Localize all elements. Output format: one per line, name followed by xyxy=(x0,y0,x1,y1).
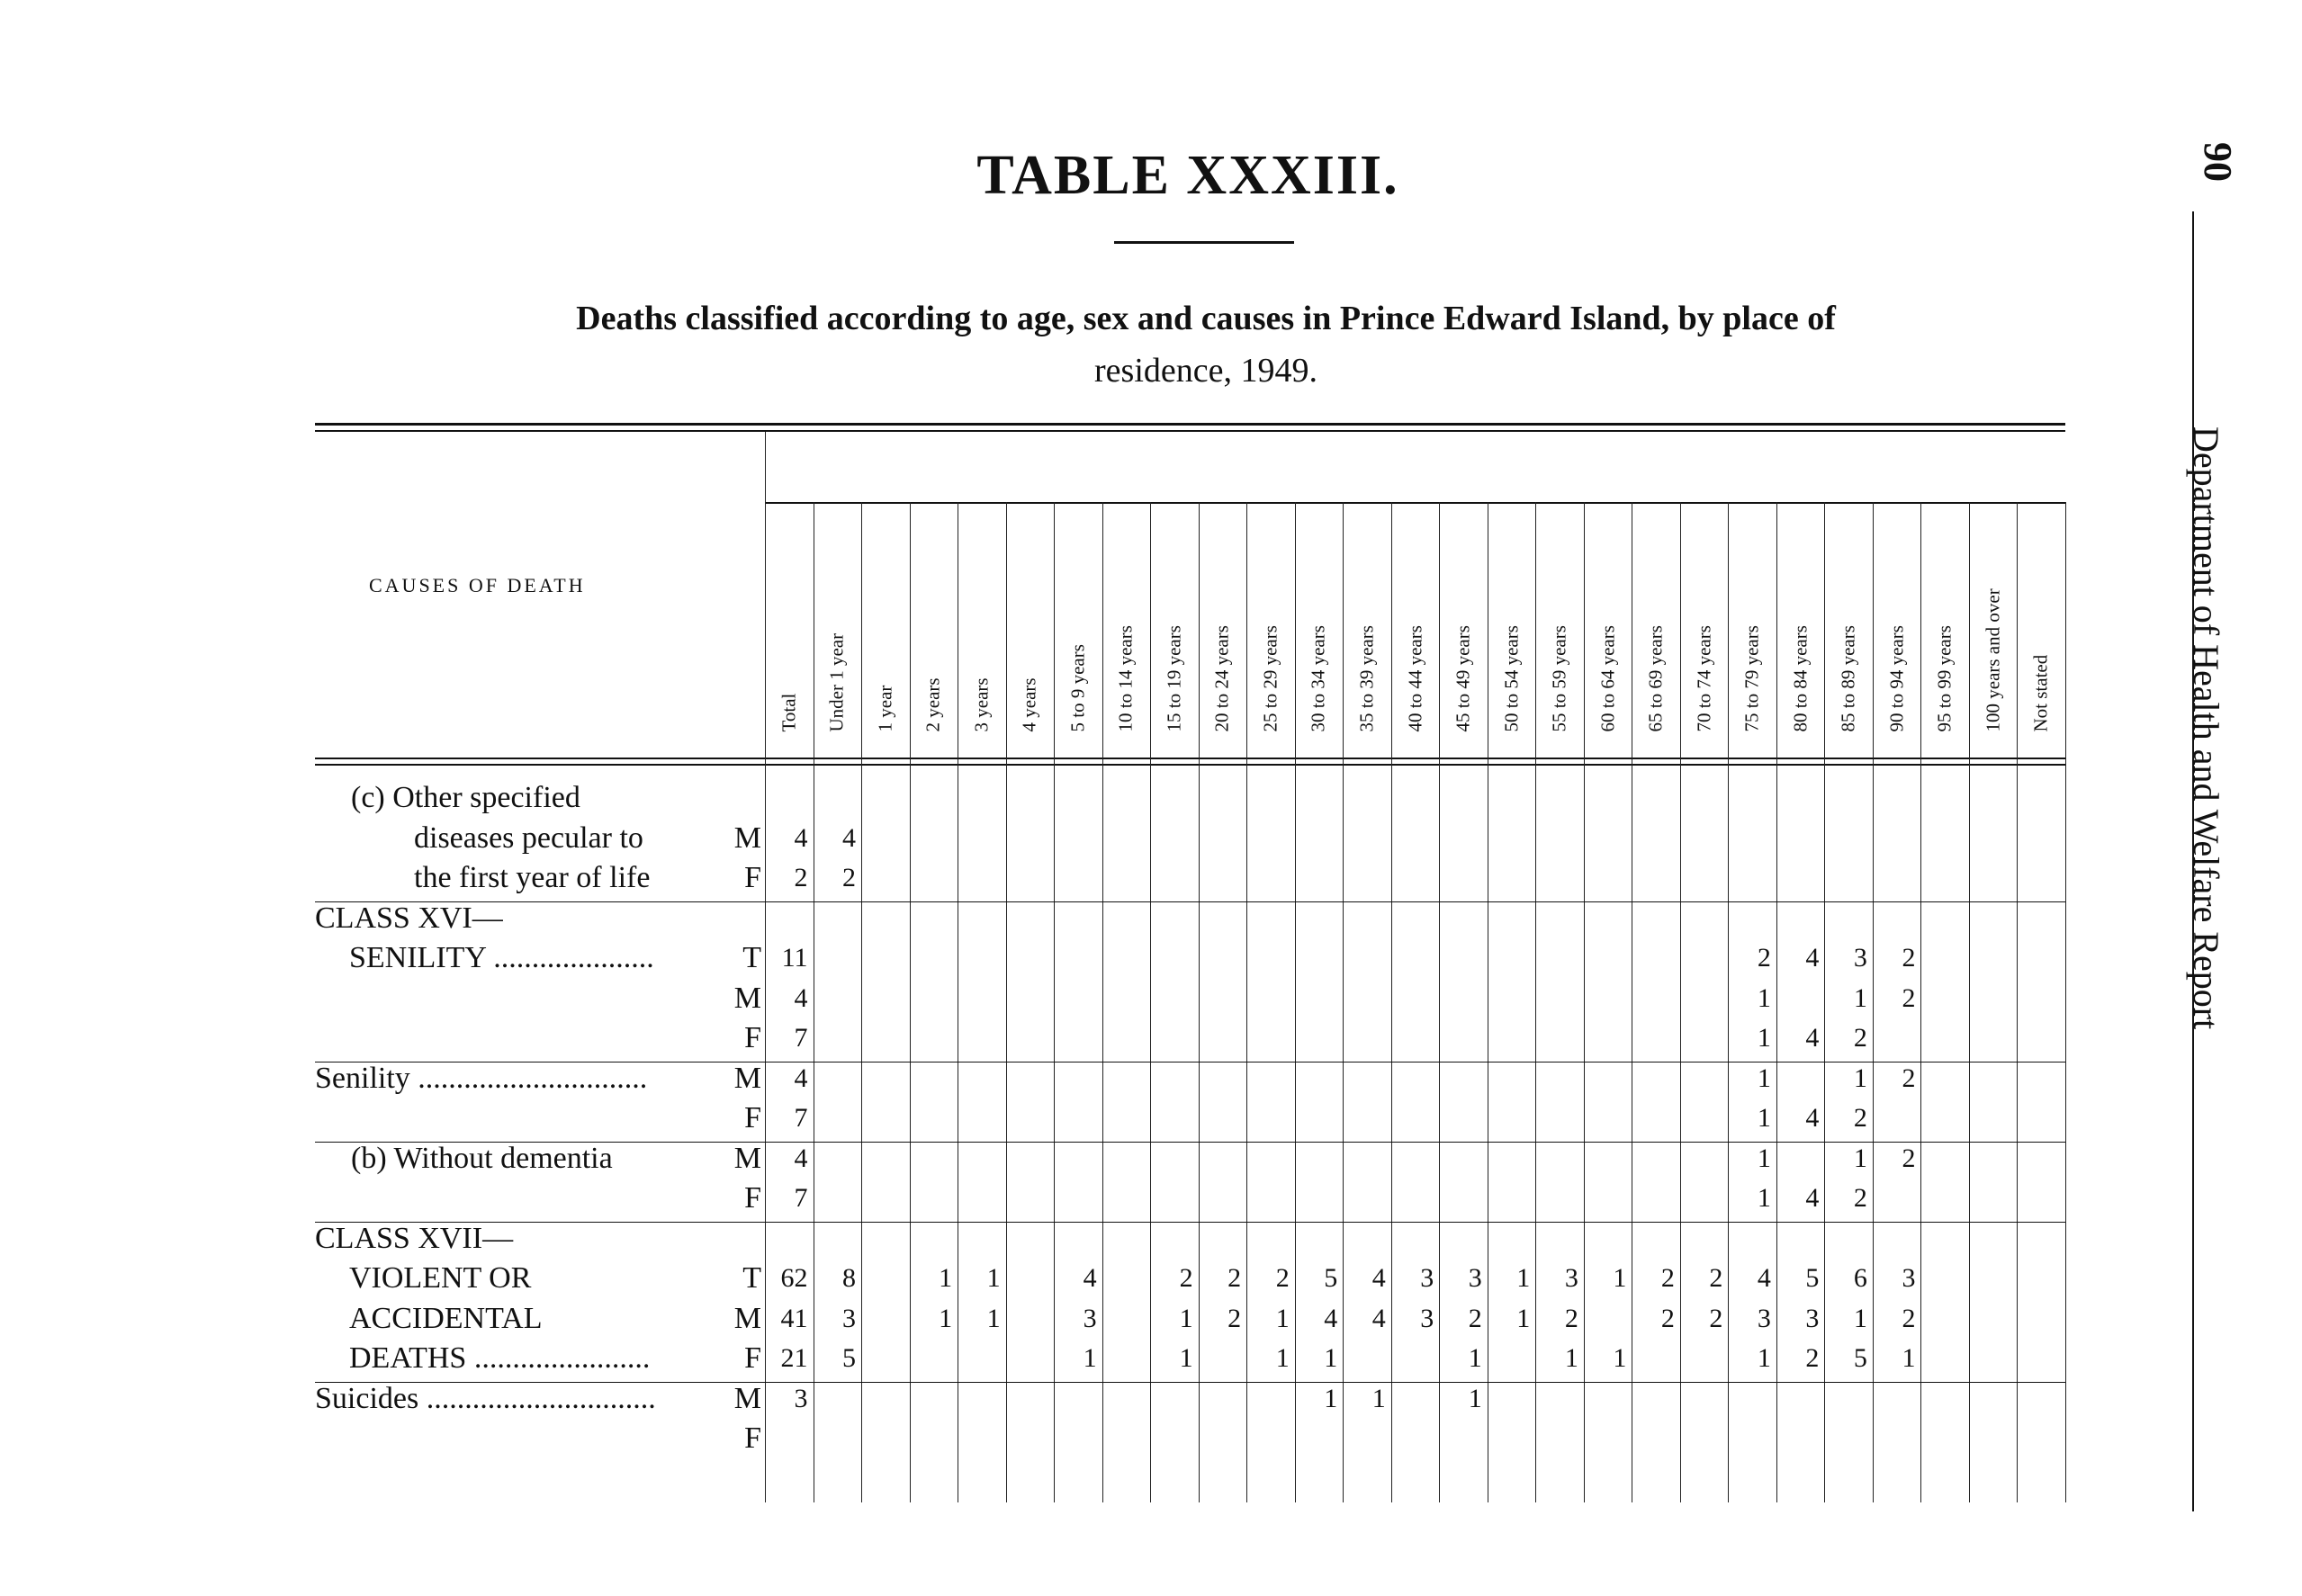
table-cell: 1 xyxy=(1853,1143,1867,1173)
table-cell: 3 xyxy=(1757,1303,1771,1333)
column-header xyxy=(1445,464,1481,752)
table-cell: 1 xyxy=(1853,982,1867,1013)
column-header-label: 4 years xyxy=(1018,677,1040,732)
column-rule xyxy=(1873,502,1874,1502)
table-cell: 1 xyxy=(1853,1063,1867,1093)
table-cell: 1 xyxy=(1179,1343,1193,1373)
table-cell: 2 xyxy=(1902,1303,1916,1333)
table-cell: 1 xyxy=(1902,1343,1916,1373)
column-header xyxy=(964,464,1000,752)
column-header xyxy=(868,464,904,752)
row-label: ACCIDENTAL xyxy=(349,1301,543,1335)
column-header xyxy=(1253,464,1289,752)
table-cell: 1 xyxy=(1516,1263,1531,1293)
table-cell: 4 xyxy=(1324,1303,1338,1333)
column-header xyxy=(1156,464,1192,752)
row-label: Suicides .............................. xyxy=(315,1381,656,1415)
column-header xyxy=(1108,464,1144,752)
table-cell: 7 xyxy=(794,1023,808,1053)
column-header xyxy=(1398,464,1434,752)
table-cell: 7 xyxy=(794,1103,808,1133)
table-rule xyxy=(315,423,2065,426)
group-rule xyxy=(315,901,2065,902)
column-rule xyxy=(1391,502,1392,1502)
column-header-label: 85 to 89 years xyxy=(1837,625,1859,732)
table-cell: 2 xyxy=(1660,1303,1675,1333)
table-cell: 1 xyxy=(1179,1303,1193,1333)
table-cell: 5 xyxy=(842,1343,857,1373)
column-rule xyxy=(1102,502,1103,1502)
column-header-label: 30 to 34 years xyxy=(1307,625,1329,732)
table-cell: 3 xyxy=(1083,1303,1097,1333)
row-sex: F xyxy=(744,1021,761,1054)
column-header-label: 2 years xyxy=(922,677,944,732)
subtitle-line-2: residence, 1949. xyxy=(1094,352,1317,390)
table-cell: 2 xyxy=(1709,1263,1723,1293)
table-cell: 1 xyxy=(1757,1023,1771,1053)
column-header-label: 75 to 79 years xyxy=(1740,625,1763,732)
table-cell: 4 xyxy=(1371,1263,1386,1293)
column-header-label: 50 to 54 years xyxy=(1500,625,1523,732)
table-cell: 3 xyxy=(842,1303,857,1333)
column-header xyxy=(771,464,807,752)
table-cell: 4 xyxy=(794,982,808,1013)
table-cell: 2 xyxy=(842,863,857,892)
column-header-label: 10 to 14 years xyxy=(1114,625,1137,732)
column-rule xyxy=(2017,502,2018,1502)
column-header-label: 95 to 99 years xyxy=(1933,625,1956,732)
table-cell: 1 xyxy=(986,1263,1001,1293)
column-rule xyxy=(1054,502,1055,1502)
table-cell: 4 xyxy=(1757,1263,1771,1293)
table-cell: 4 xyxy=(842,822,857,853)
column-rule xyxy=(1150,502,1151,1502)
column-header xyxy=(1975,464,2011,752)
column-rule xyxy=(1199,502,1200,1502)
table-cell: 3 xyxy=(1902,1263,1916,1293)
column-header-label: 100 years and over xyxy=(1982,588,2004,732)
column-rule xyxy=(1439,502,1440,1502)
table-cell: 1 xyxy=(1275,1343,1290,1373)
column-header-label: 80 to 84 years xyxy=(1789,625,1812,732)
table-cell: 2 xyxy=(1227,1263,1242,1293)
table-cell: 3 xyxy=(1564,1263,1578,1293)
row-sex: F xyxy=(744,861,761,894)
column-header-label: Not stated xyxy=(2029,654,2052,732)
row-label: Senility .............................. xyxy=(315,1061,648,1095)
table-cell: 5 xyxy=(1324,1263,1338,1293)
column-rule xyxy=(1246,502,1247,1502)
subtitle-part: and xyxy=(1137,300,1193,337)
row-label: DEATHS ....................... xyxy=(349,1341,651,1375)
table-cell: 4 xyxy=(794,1143,808,1173)
column-header-label: 15 to 19 years xyxy=(1163,625,1185,732)
table-cell: 2 xyxy=(1902,943,1916,973)
column-header xyxy=(1783,464,1819,752)
deaths-table xyxy=(315,423,2065,1507)
table-cell: 3 xyxy=(1853,943,1867,973)
table-cell: 1 xyxy=(986,1303,1001,1333)
column-header xyxy=(1686,464,1722,752)
row-sex: M xyxy=(733,1141,761,1175)
table-cell: 11 xyxy=(781,943,808,973)
title-rule xyxy=(1114,241,1294,244)
row-sex: F xyxy=(744,1101,761,1134)
column-header xyxy=(1349,464,1385,752)
column-rule xyxy=(2065,502,2066,1502)
table-cell: 2 xyxy=(1902,1063,1916,1093)
column-header xyxy=(1879,464,1915,752)
table-cell: 4 xyxy=(1805,1183,1820,1213)
column-header-label: 5 to 9 years xyxy=(1066,644,1089,732)
table-cell: 1 xyxy=(1613,1343,1627,1373)
column-header xyxy=(1734,464,1770,752)
table-cell: 4 xyxy=(1371,1303,1386,1333)
column-header-label: 3 years xyxy=(970,677,993,732)
table-cell: 1 xyxy=(1324,1383,1338,1413)
column-header-label: 35 to 39 years xyxy=(1355,625,1378,732)
table-cell: 4 xyxy=(1805,1023,1820,1053)
table-cell: 62 xyxy=(780,1263,808,1293)
table-cell: 1 xyxy=(1324,1343,1338,1373)
row-sex: F xyxy=(744,1341,761,1375)
table-cell: 1 xyxy=(1757,1343,1771,1373)
column-rule xyxy=(1006,502,1007,1502)
table-cell: 3 xyxy=(1468,1263,1482,1293)
table-cell: 6 xyxy=(1853,1263,1867,1293)
column-header xyxy=(1204,464,1240,752)
column-rule xyxy=(1728,502,1729,1502)
column-header-label: 70 to 74 years xyxy=(1693,625,1715,732)
column-rule xyxy=(910,502,911,1502)
table-cell: 4 xyxy=(794,1063,808,1093)
table-cell: 5 xyxy=(1853,1343,1867,1373)
column-header xyxy=(1590,464,1626,752)
table-cell: 1 xyxy=(1468,1343,1482,1373)
column-header xyxy=(915,464,951,752)
column-rule xyxy=(1969,502,1970,1502)
row-label: the first year of life xyxy=(414,861,651,894)
column-header-label: 20 to 24 years xyxy=(1210,625,1233,732)
table-cell: 4 xyxy=(1805,943,1820,973)
table-cell: 2 xyxy=(1468,1303,1482,1333)
column-rule xyxy=(765,432,766,1502)
row-label: CLASS XVII— xyxy=(315,1221,514,1255)
table-cell: 4 xyxy=(1083,1263,1097,1293)
page-title: TABLE XXXIII. xyxy=(976,145,1399,206)
row-label: SENILITY ..................... xyxy=(349,941,654,974)
row-sex: M xyxy=(733,1061,761,1095)
table-cell: 3 xyxy=(1420,1303,1434,1333)
table-cell: 1 xyxy=(1083,1343,1097,1373)
table-cell: 1 xyxy=(1853,1303,1867,1333)
column-header xyxy=(1012,464,1048,752)
column-header xyxy=(1542,464,1578,752)
row-label: VIOLENT OR xyxy=(349,1261,532,1295)
table-cell: 1 xyxy=(1516,1303,1531,1333)
table-rule xyxy=(315,758,2065,759)
table-cell: 1 xyxy=(1564,1343,1578,1373)
table-cell: 1 xyxy=(1613,1263,1627,1293)
table-cell: 2 xyxy=(1902,1143,1916,1173)
table-cell: 7 xyxy=(794,1183,808,1213)
column-header-label: Total xyxy=(778,693,800,732)
table-cell: 4 xyxy=(794,822,808,853)
subtitle-line-1 xyxy=(576,300,1836,337)
column-header-label: 1 year xyxy=(874,685,896,732)
column-header xyxy=(1830,464,1866,752)
table-cell: 2 xyxy=(1660,1263,1675,1293)
table-rule xyxy=(315,764,2065,766)
table-cell: 8 xyxy=(842,1263,857,1293)
table-subtitle xyxy=(378,292,2034,397)
column-rule xyxy=(1584,502,1585,1502)
row-sex: F xyxy=(744,1181,761,1215)
column-header-label: 25 to 29 years xyxy=(1259,625,1281,732)
page-number: 90 xyxy=(2196,142,2240,182)
column-header xyxy=(819,464,855,752)
column-header-label: 60 to 64 years xyxy=(1596,625,1619,732)
table-cell: 2 xyxy=(1709,1303,1723,1333)
table-cell: 1 xyxy=(1757,1103,1771,1133)
table-cell: 21 xyxy=(780,1343,808,1373)
table-cell: 2 xyxy=(1275,1263,1290,1293)
column-header xyxy=(1927,464,1963,752)
table-cell: 3 xyxy=(1805,1303,1820,1333)
table-cell: 1 xyxy=(1275,1303,1290,1333)
table-cell: 2 xyxy=(1853,1103,1867,1133)
column-header-label: 90 to 94 years xyxy=(1885,625,1908,732)
table-cell: 1 xyxy=(1757,1183,1771,1213)
table-rule xyxy=(315,430,2065,432)
column-rule xyxy=(1824,502,1825,1502)
table-cell: 1 xyxy=(1468,1383,1482,1413)
table-cell: 1 xyxy=(1757,1143,1771,1173)
subtitle-part: causes in Prince Edward Island, by place of xyxy=(1192,300,1836,337)
column-header-label: 40 to 44 years xyxy=(1404,625,1425,732)
row-sex: M xyxy=(733,1381,761,1415)
column-header xyxy=(1638,464,1674,752)
column-rule xyxy=(1343,502,1344,1502)
column-rule xyxy=(1535,502,1536,1502)
column-header-label: 65 to 69 years xyxy=(1644,625,1667,732)
row-label: (c) Other specified xyxy=(351,781,580,814)
row-label: diseases pecular to xyxy=(414,820,643,855)
column-header-label: 45 to 49 years xyxy=(1452,625,1474,732)
table-cell: 2 xyxy=(1564,1303,1578,1333)
column-rule xyxy=(1920,502,1921,1502)
subtitle-part: Deaths classified according to age, sex xyxy=(576,300,1138,337)
table-cell: 1 xyxy=(1757,982,1771,1013)
table-cell: 2 xyxy=(1805,1343,1820,1373)
column-header xyxy=(1494,464,1530,752)
table-cell: 1 xyxy=(1371,1383,1386,1413)
row-sex: M xyxy=(733,1301,761,1335)
row-sex: M xyxy=(733,820,761,855)
table-cell: 2 xyxy=(1902,982,1916,1013)
table-cell: 1 xyxy=(1757,1063,1771,1093)
column-header xyxy=(1300,464,1336,752)
column-rule xyxy=(861,502,862,1502)
row-label: CLASS XVI— xyxy=(315,901,503,935)
column-header-label: Under 1 year xyxy=(825,632,848,732)
table-cell: 4 xyxy=(1805,1103,1820,1133)
table-cell: 2 xyxy=(1179,1263,1193,1293)
column-rule xyxy=(1776,502,1777,1502)
table-cell: 2 xyxy=(1853,1023,1867,1053)
table-cell: 2 xyxy=(1227,1303,1242,1333)
table-cell: 2 xyxy=(1853,1183,1867,1213)
column-header xyxy=(2023,464,2059,752)
table-cell: 41 xyxy=(780,1303,808,1333)
table-cell: 1 xyxy=(939,1303,953,1333)
causes-header: CAUSES OF DEATH xyxy=(369,574,586,596)
column-header-label: 55 to 59 years xyxy=(1548,625,1570,732)
table-cell: 1 xyxy=(939,1263,953,1293)
table-cell: 2 xyxy=(1757,943,1771,973)
row-label: (b) Without dementia xyxy=(351,1141,613,1175)
running-title: Department of Health and Welfare Report xyxy=(2186,426,2226,1030)
table-cell: 5 xyxy=(1805,1263,1820,1293)
row-sex: M xyxy=(733,981,761,1015)
table-cell: 2 xyxy=(794,863,808,892)
column-header xyxy=(1060,464,1096,752)
row-sex: T xyxy=(742,941,761,974)
row-sex: F xyxy=(744,1421,761,1455)
group-rule xyxy=(315,1222,2065,1223)
column-rule xyxy=(1295,502,1296,1502)
column-rule xyxy=(1680,502,1681,1502)
row-sex: T xyxy=(742,1261,761,1295)
table-cell: 3 xyxy=(794,1383,808,1413)
table-cell: 3 xyxy=(1420,1263,1434,1293)
